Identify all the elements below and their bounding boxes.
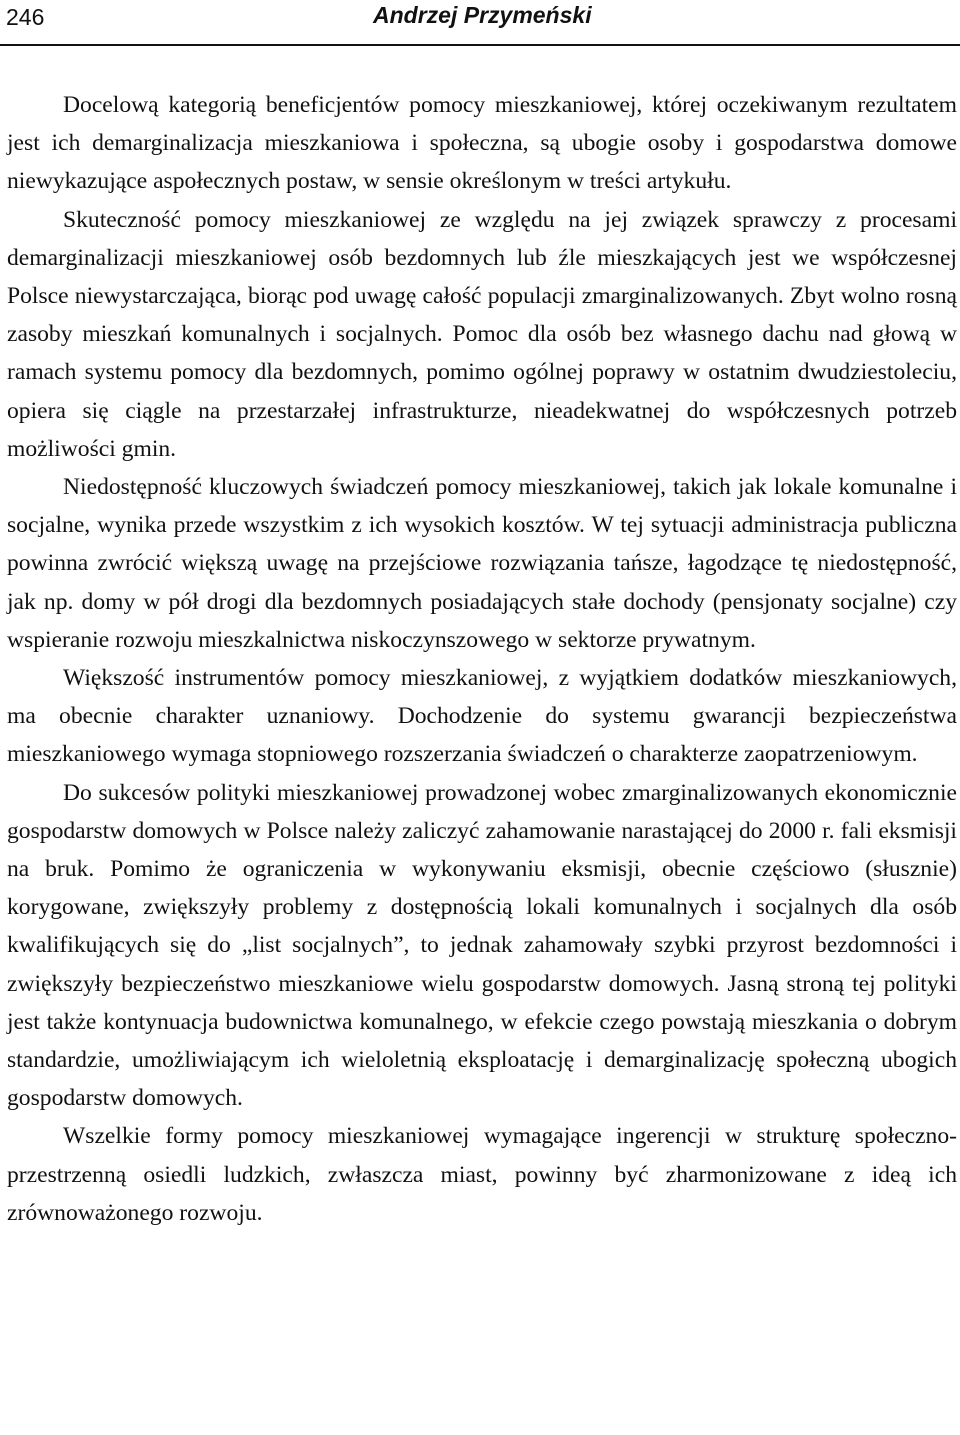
paragraph: Wszelkie formy pomocy mieszkaniowej wymagające ingerencji w strukturę społeczno-przestrzenną osiedli ludzkich, zwłaszcza miast, powinny być zharmonizowane z ideą ich zrównoważonego rozwoju. xyxy=(7,1123,957,1226)
running-head-author: Andrzej Przymeński xyxy=(373,2,592,28)
paragraph: Niedostępność kluczowych świadczeń pomocy mieszkaniowej, takich jak lokale komunalne i socjalne, wynika przede wszystkim z ich wysokich kosztów. W tej sytuacji administracja publiczna powinna zwrócić większą uwagę na przejściowe rozwiązania tańsze, łagodzące tę niedostępność, jak np. domy w pół drogi dla bezdomnych posiadających stałe dochody (pensjonaty socjalne) czy wspieranie rozwoju mieszkalnictwa niskoczynszowego w sektorze prywatnym. xyxy=(7,474,957,653)
paragraph: Do sukcesów polityki mieszkaniowej prowadzonej wobec zmarginalizowanych ekonomicznie gospodarstw domowych w Polsce należy zaliczyć zahamowanie narastającej do 2000 r. fali eksmisji na bruk. Pomimo że ograniczenia w wykonywaniu eksmisji, obecnie częściowo (słusznie) korygowane, zwiększyły problemy z dostępnością lokali komunalnych i socjalnych dla osób kwalifikujących się do „list socjalnych”, to jednak zahamowały szybki przyrost bezdomności i zwiększyły bezpieczeństwo mieszkaniowe wielu gospodarstw domowych. Jasną stroną tej polityki jest także kontynuacja budownictwa komunalnego, w efekcie czego powstają mieszkania o dobrym standardzie, umożliwiającym ich wieloletnią eksploatację i demarginalizację społeczną ubogich gospodarstw domowych. xyxy=(7,779,957,1112)
paragraph: Docelową kategorią beneficjentów pomocy mieszkaniowej, której oczekiwanym rezultatem jest ich demarginalizacja mieszkaniowa i społeczna, są ubogie osoby i gospodarstwa domowe niewykazujące aspołecznych postaw, w sensie określonym w treści artykułu. xyxy=(7,92,957,195)
paragraph: Większość instrumentów pomocy mieszkaniowej, z wyjątkiem dodatków mieszkaniowych, ma obecnie charakter uznaniowy. Dochodzenie do systemu gwarancji bezpieczeństwa mieszkaniowego wymaga stopniowego rozszerzania świadczeń o charakterze zaopatrzeniowym. xyxy=(7,665,957,768)
page-number: 246 xyxy=(6,4,45,30)
paragraph: Skuteczność pomocy mieszkaniowej ze względu na jej związek sprawczy z procesami demarginalizacji mieszkaniowej osób bezdomnych lub źle mieszkających jest we współczesnej Polsce niewystarczająca, biorąc pod uwagę całość populacji zmarginalizowanych. Zbyt wolno rosną zasoby mieszkań komunalnych i socjalnych. Pomoc dla osób bez własnego dachu nad głową w ramach systemu pomocy dla bezdomnych, pomimo ogólnej poprawy w ostatnim dwudziestoleciu, opiera się ciągle na przestarzałej infrastrukturze, nieadekwatnej do współczesnych potrzeb możliwości gmin. xyxy=(7,206,957,462)
running-header xyxy=(0,0,960,46)
body-text xyxy=(7,86,957,1232)
